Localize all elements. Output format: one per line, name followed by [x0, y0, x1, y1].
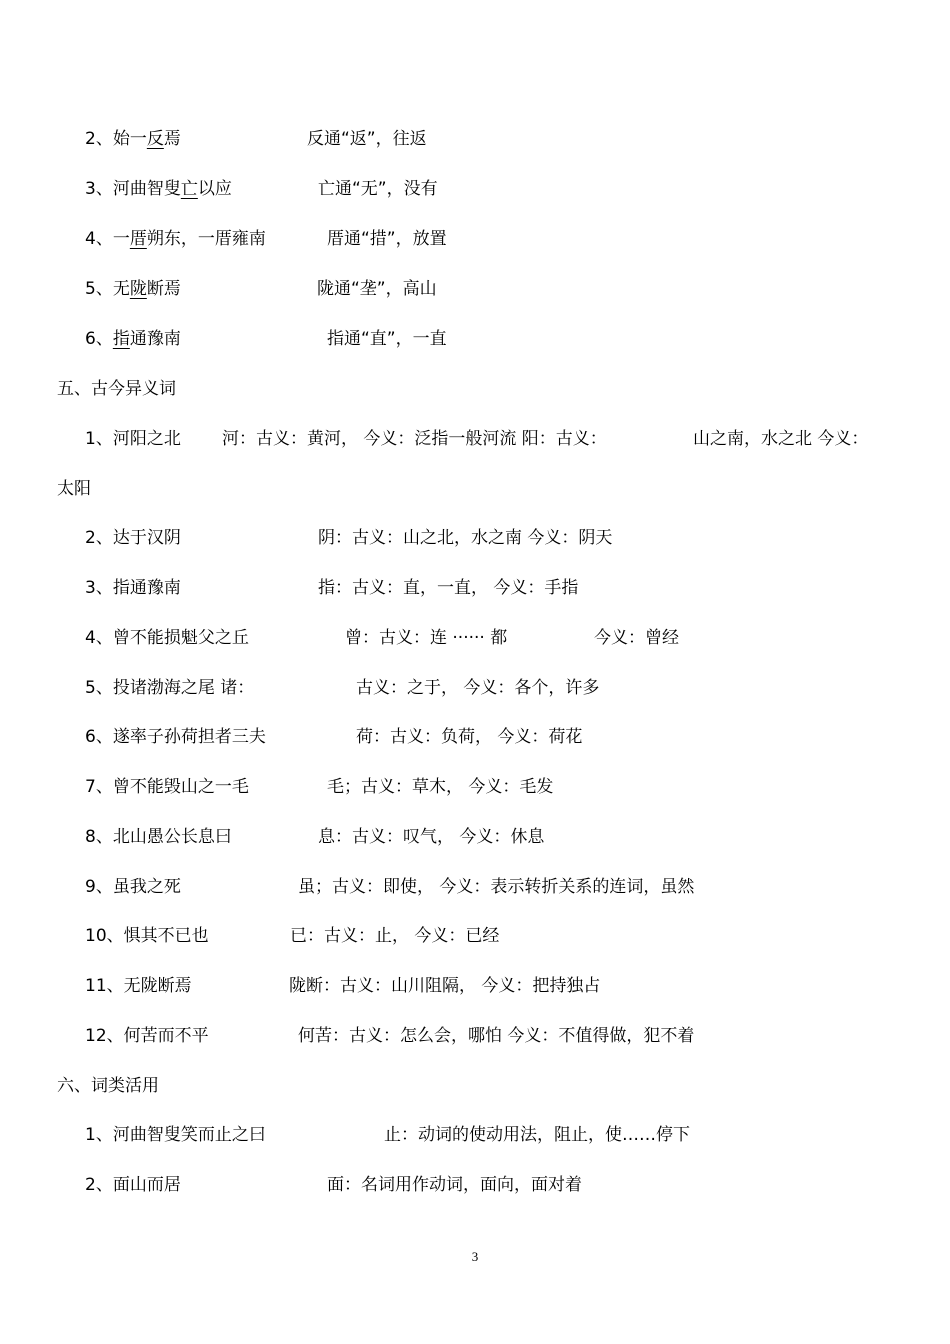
gujin-phrase: 3、指通豫南 — [85, 578, 181, 598]
gujin-explanation: 荷：古义：负荷， 今义：荷花 — [356, 727, 583, 747]
huoyong-phrase: 2、面山而居 — [85, 1175, 181, 1195]
huoyong-phrase: 1、河曲智叟笑而止之曰 — [85, 1125, 266, 1145]
gujin-explanation-cont: 山之南，水之北 今义： — [693, 429, 869, 449]
tongjia-explanation: 厝通“措”，放置 — [327, 229, 447, 249]
gujin-phrase: 4、曾不能损魁父之丘 — [85, 628, 249, 648]
tongjia-phrase: 5、无陇断焉 — [85, 279, 181, 299]
tongjia-explanation: 指通“直”，一直 — [327, 329, 447, 349]
gujin-phrase: 8、北山愚公长息曰 — [85, 827, 232, 847]
underlined-char: 陇 — [129, 279, 147, 299]
gujin-explanation: 阴：古义：山之北，水之南 今义：阴天 — [318, 528, 613, 548]
gujin-phrase: 6、遂率子孙荷担者三夫 — [85, 727, 266, 747]
underlined-char: 厝 — [129, 229, 147, 249]
gujin-phrase: 11、无陇断焉 — [85, 976, 192, 996]
gujin-phrase: 9、虽我之死 — [85, 877, 181, 897]
gujin-explanation: 曾：古义：连 ······ 都 — [345, 628, 508, 648]
gujin-phrase: 5、投诸渤海之尾 诸： — [85, 678, 255, 698]
gujin-explanation: 虽；古义：即使， 今义：表示转折关系的连词，虽然 — [298, 877, 695, 897]
huoyong-explanation: 面：名词用作动词，面向，面对着 — [327, 1175, 582, 1195]
gujin-explanation: 古义：之于， 今义：各个，许多 — [356, 678, 600, 698]
gujin-explanation: 何苦：古义：怎么会，哪怕 今义：不值得做，犯不着 — [298, 1026, 695, 1046]
tongjia-explanation: 亡通“无”，没有 — [318, 179, 438, 199]
huoyong-explanation: 止：动词的使动用法，阻止，使……停下 — [384, 1125, 690, 1145]
gujin-phrase: 2、达于汉阴 — [85, 528, 181, 548]
gujin-wrap-line: 太阳 — [57, 479, 91, 499]
gujin-phrase: 10、惧其不已也 — [85, 926, 209, 946]
underlined-char: 反 — [146, 129, 164, 149]
tongjia-phrase: 4、一厝朔东，一厝雍南 — [85, 229, 266, 249]
gujin-phrase: 7、曾不能毁山之一毛 — [85, 777, 249, 797]
section-heading: 六、词类活用 — [57, 1076, 159, 1096]
underlined-char: 指 — [112, 329, 130, 349]
tongjia-phrase: 3、河曲智叟亡以应 — [85, 179, 232, 199]
gujin-phrase: 1、河阳之北 — [85, 429, 181, 449]
tongjia-explanation: 反通“返”，往返 — [307, 129, 427, 149]
tongjia-explanation: 陇通“垄”，高山 — [317, 279, 437, 299]
gujin-explanation: 已：古义：止， 今义：已经 — [290, 926, 500, 946]
tongjia-phrase: 6、指通豫南 — [85, 329, 181, 349]
gujin-explanation: 陇断：古义：山川阻隔， 今义：把持独占 — [289, 976, 601, 996]
page-number: 3 — [471, 1249, 479, 1264]
tongjia-phrase: 2、始一反焉 — [85, 129, 181, 149]
gujin-explanation-modern: 今义：曾经 — [594, 628, 679, 648]
gujin-explanation: 指：古义：直，一直， 今义：手指 — [318, 578, 579, 598]
gujin-phrase: 12、何苦而不平 — [85, 1026, 209, 1046]
gujin-explanation: 毛；古义：草木， 今义：毛发 — [327, 777, 554, 797]
gujin-explanation: 息：古义：叹气， 今义：休息 — [318, 827, 545, 847]
gujin-explanation: 河：古义：黄河， 今义：泛指一般河流 阳：古义： — [222, 429, 607, 449]
section-heading: 五、古今异义词 — [57, 379, 176, 399]
underlined-char: 亡 — [180, 179, 198, 199]
